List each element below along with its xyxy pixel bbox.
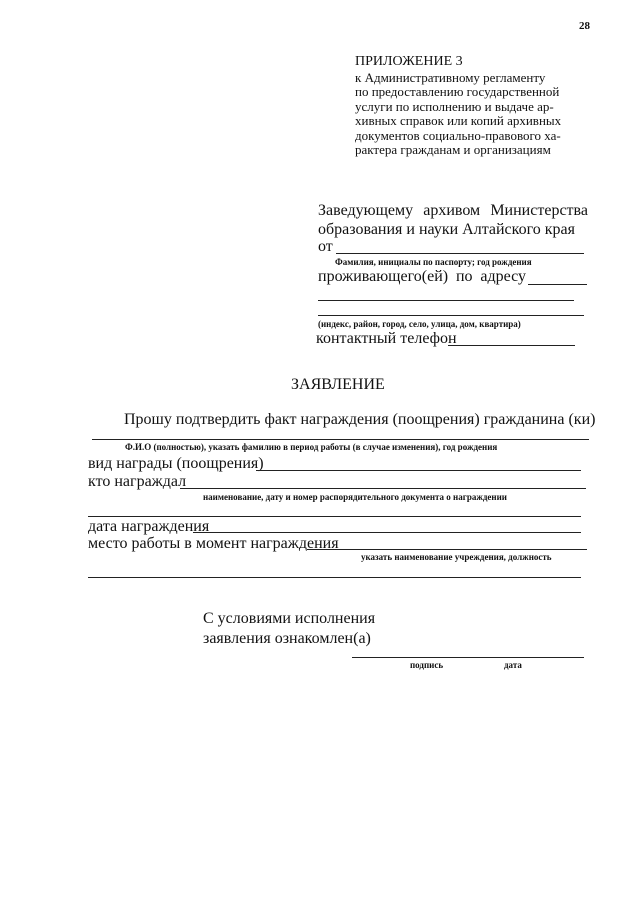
appendix-block (355, 55, 561, 158)
appendix-line: услуги по исполнению и выдаче ар- (355, 98, 554, 114)
awarded-by-input-line-2[interactable] (88, 516, 581, 517)
page-number: 28 (579, 20, 590, 32)
acknowledgement-line1: С условиями исполнения (203, 610, 376, 627)
addressee-line1 (318, 202, 588, 220)
residing-word: по (455, 268, 473, 285)
phone-input-line[interactable] (448, 345, 575, 346)
awarded-by-label: кто награждал (88, 473, 187, 490)
awarded-by-hint: наименование, дату и номер распорядительного документа о награждении (203, 492, 507, 502)
statement-title: ЗАЯВЛЕНИЕ (291, 376, 385, 393)
phone-label: контактный телефон (316, 330, 457, 347)
appendix-line: рактера гражданам и организациям (355, 142, 551, 157)
award-date-input-line[interactable] (193, 532, 581, 533)
from-input-line[interactable] (336, 253, 584, 254)
appendix-line: по предоставлению государственной (355, 84, 560, 99)
signature-label: подпись (410, 660, 444, 670)
request-text: Прошу подтвердить факт награждения (поощрения) гражданина (ки) (124, 411, 596, 428)
residing-label (318, 268, 526, 286)
fio-hint: Ф.И.О (полностью), указать фамилию в период работы (в случае изменения), год рождения (125, 442, 498, 452)
addressee-word: Заведующему (318, 202, 414, 219)
acknowledgement-line2: заявления ознакомлен(а) (203, 630, 371, 647)
addressee-word: архивом (423, 202, 481, 219)
addressee-word: Министерства (490, 202, 588, 219)
award-type-input-line[interactable] (256, 470, 581, 471)
address-input-line-3[interactable] (318, 315, 584, 316)
workplace-hint: указать наименование учреждения, должность (361, 552, 552, 562)
signature-input-line[interactable] (352, 657, 584, 658)
address-input-line-2[interactable] (318, 300, 574, 301)
appendix-line: документов социально-правового ха- (355, 127, 561, 143)
from-label: от (318, 238, 333, 255)
addressee-line2: образования и науки Алтайского края (318, 221, 575, 238)
address-hint: (индекс, район, город, село, улица, дом, квартира) (318, 319, 521, 329)
award-date-label: дата награждения (88, 518, 210, 535)
workplace-input-line-2[interactable] (88, 577, 581, 578)
workplace-input-line[interactable] (307, 549, 587, 550)
awarded-by-input-line[interactable] (180, 488, 586, 489)
workplace-label: место работы в момент награждения (88, 535, 339, 552)
address-input-line[interactable] (528, 284, 587, 285)
award-type-label: вид награды (поощрения) (88, 455, 264, 472)
from-hint: Фамилия, инициалы по паспорту; год рождения (335, 257, 532, 267)
residing-word: проживающего(ей) (318, 268, 449, 285)
residing-word: адресу (480, 268, 526, 285)
date-label: дата (504, 660, 522, 670)
appendix-title: ПРИЛОЖЕНИЕ 3 (355, 54, 463, 69)
fio-input-line[interactable] (92, 439, 589, 440)
appendix-line: к Административному регламенту (355, 69, 546, 85)
appendix-line: хивных справок или копий архивных (355, 113, 562, 128)
